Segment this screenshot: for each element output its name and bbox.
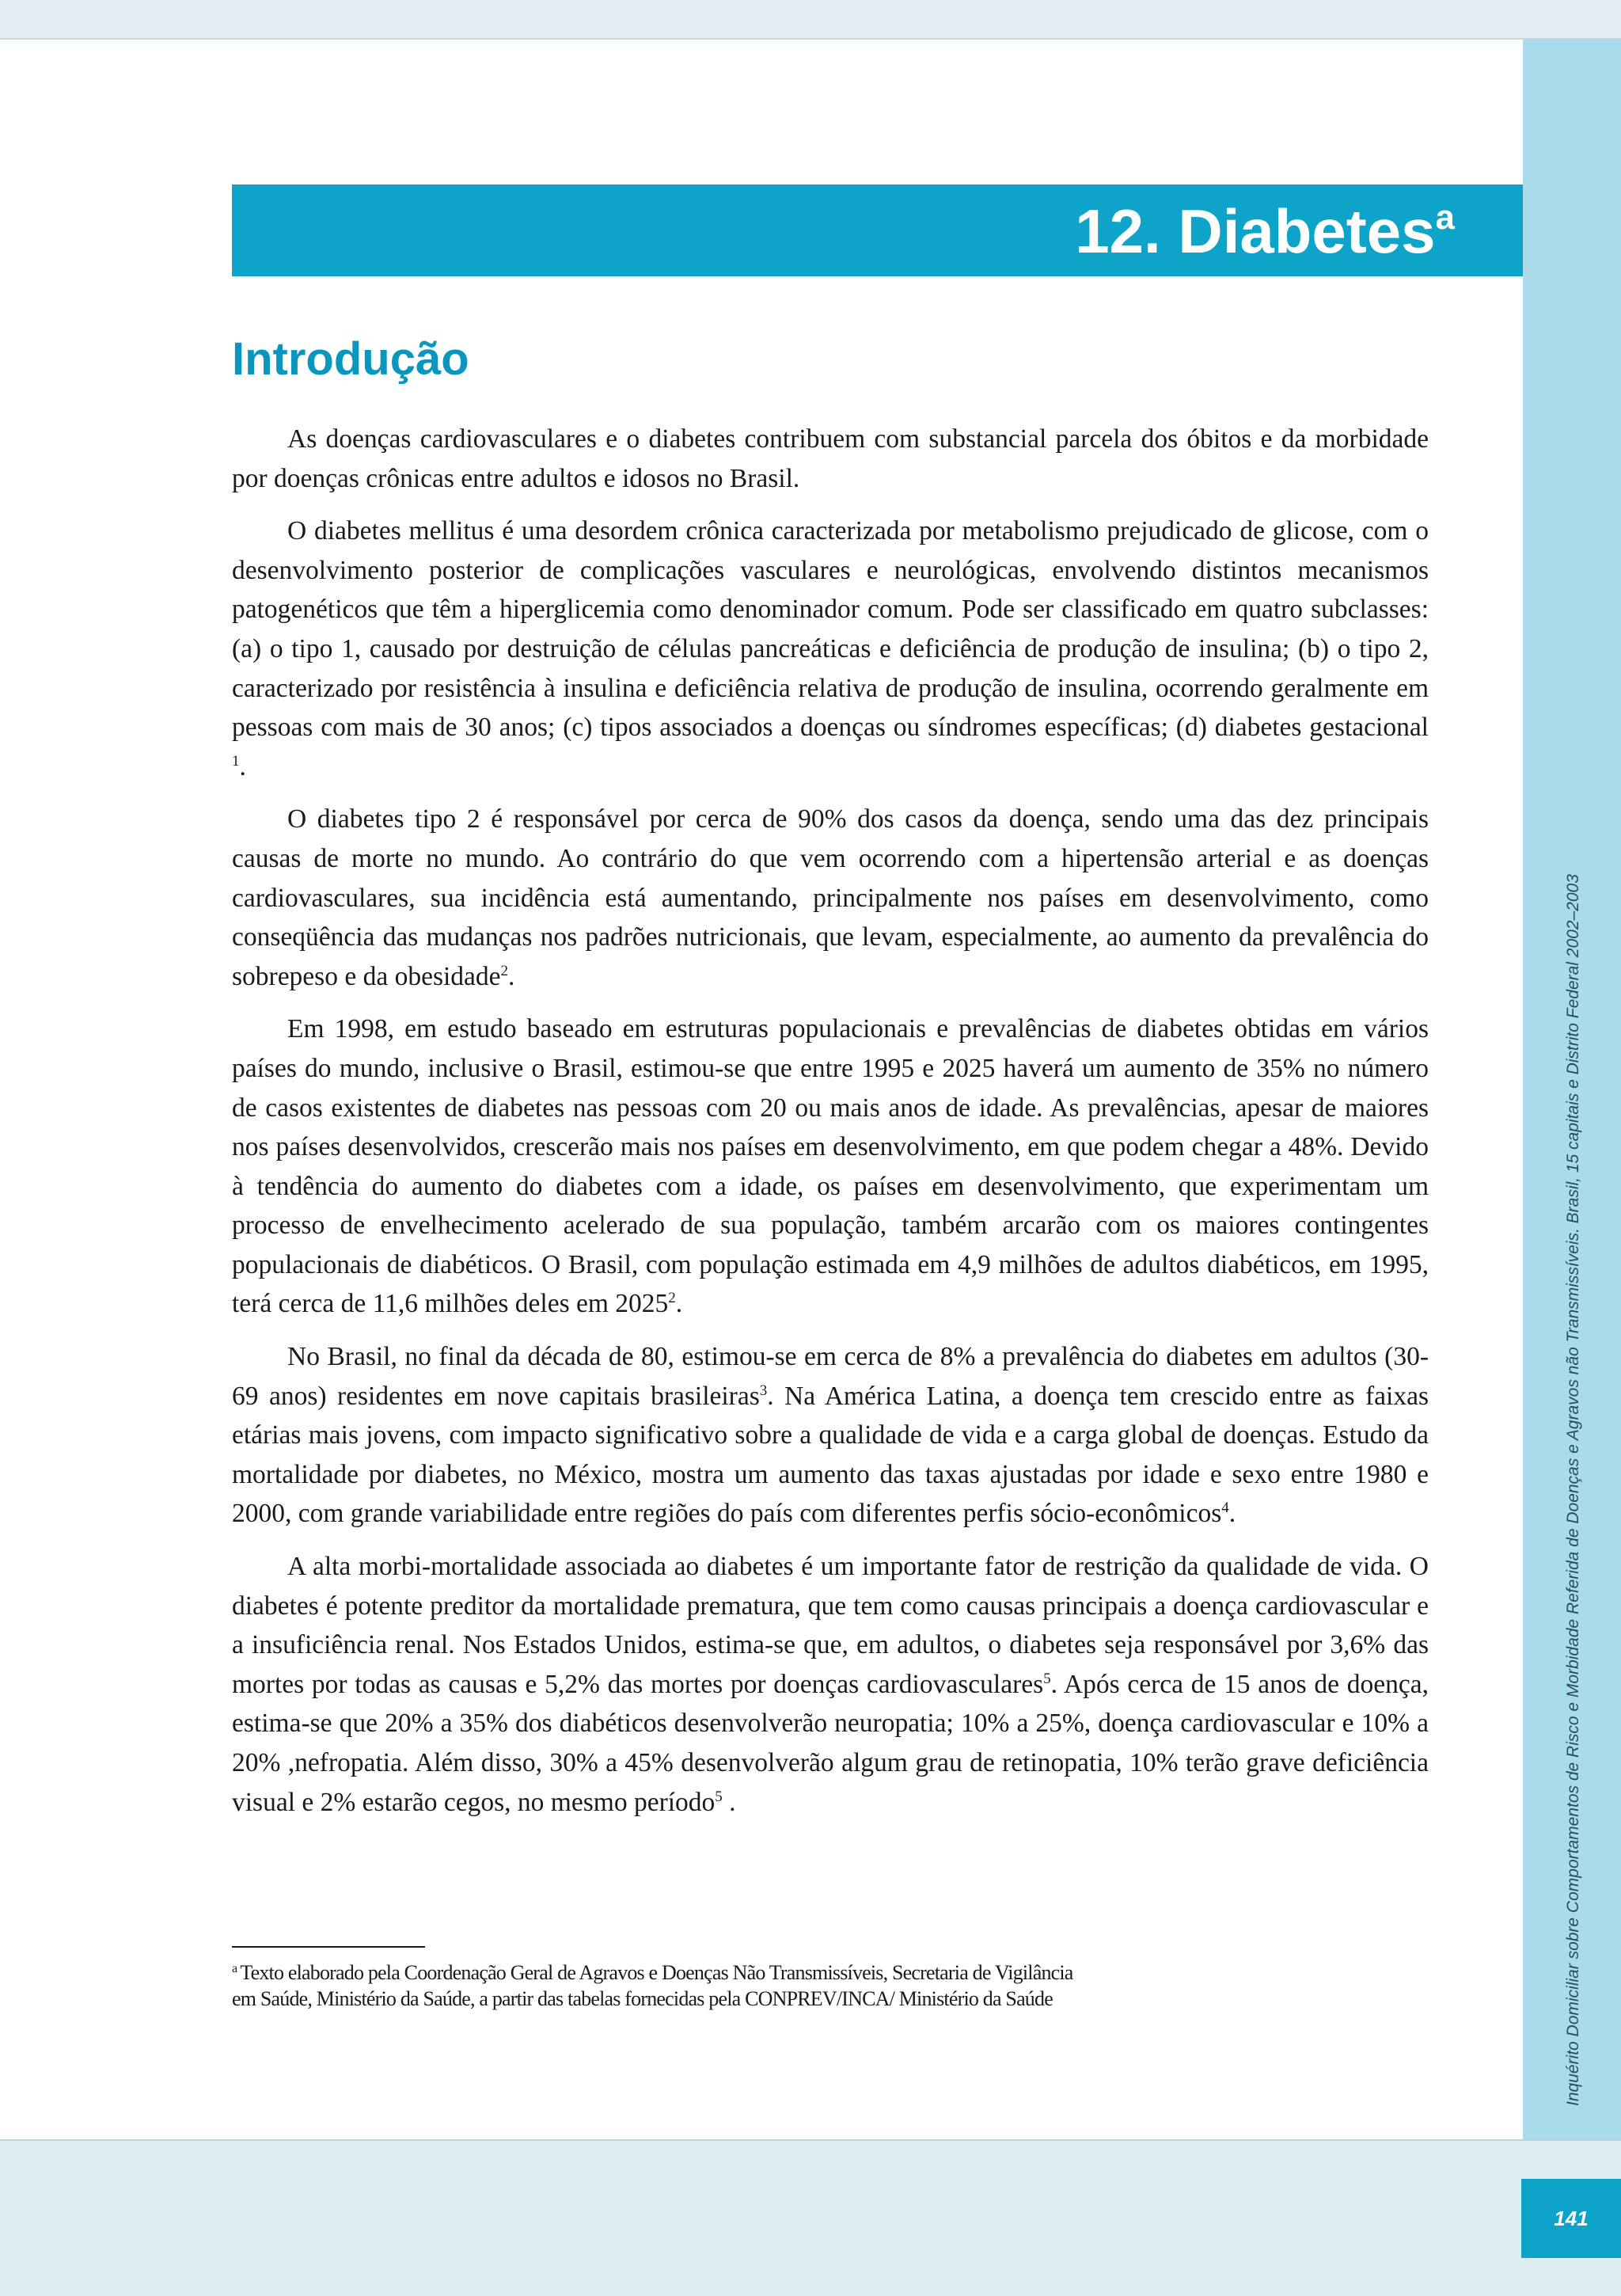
paragraph-text: O diabetes tipo 2 é responsável por cerca de 90% dos casos da doença, sendo uma das dez principais causas de morte no mundo. Ao contrário do que vem ocorrendo com a hipertensão arterial e as doenças cardiovasculares, sua incidência está aumentando, principalmente nos países em desenvolvimento, como conseqüência das mudanças nos padrões nutricionais, que levam, especialmente, ao aumento da prevalência do sobrepeso e da obesidade: [232, 804, 1429, 991]
paragraph-text: . Na América Latina, a doença tem crescido entre as faixas etárias mais jovens, com impacto significativo sobre a qualidade de vida e a carga global de doenças. Estudo da mortalidade por diabetes, no México, mostra um aumento das taxas ajustadas por idade e sexo entre 1980 e 2000, com grande variabilidade entre regiões do país com diferentes perfis sócio-econômicos: [232, 1381, 1429, 1529]
paragraph-text: As doenças cardiovasculares e o diabetes contribuem com substancial parcela dos óbitos e da morbidade por doenças crônicas entre adultos e idosos no Brasil.: [232, 424, 1429, 493]
footnote-marker: a: [232, 1962, 237, 1975]
chapter-footnote-marker: a: [1435, 198, 1455, 237]
bottom-margin-band: [0, 2139, 1621, 2296]
reference-marker: 1: [232, 752, 240, 770]
chapter-title-text: 12. Diabetes: [1075, 196, 1436, 266]
page-number: 141: [1521, 2179, 1621, 2258]
paragraph-1: [232, 420, 1429, 498]
paragraph-end: .: [1228, 1499, 1236, 1529]
chapter-banner: [232, 184, 1523, 276]
footnote-line-1: [232, 1960, 1245, 1986]
paragraph-2: [232, 511, 1429, 786]
reference-marker: 3: [759, 1382, 768, 1399]
top-margin-band: [0, 0, 1621, 40]
paragraph-end: .: [508, 961, 515, 991]
paragraph-end: .: [239, 751, 246, 781]
section-heading: Introdução: [232, 333, 469, 385]
chapter-title: [1075, 196, 1455, 267]
paragraph-text: Em 1998, em estudo baseado em estruturas populacionais e prevalências de diabetes obtidas em vários países do mundo, inclusive o Brasil, estimou-se que entre 1995 e 2025 haverá um aumento de 35% no número de casos existentes de diabetes nas pessoas com 20 ou mais anos de idade. As prevalências, apesar de maiores nos países desenvolvidos, crescerão mais nos países em desenvolvimento, em que podem chegar a 48%. Devido à tendência do aumento do diabetes com a idade, os países em desenvolvimento, que experimentam um processo de envelhecimento acelerado de sua população, também arcarão com os maiores contingentes populacionais de diabéticos. O Brasil, com população estimada em 4,9 milhões de adultos diabéticos, em 1995, terá cerca de 11,6 milhões deles em 2025: [232, 1014, 1429, 1319]
paragraph-6: [232, 1547, 1429, 1822]
paragraph-5: [232, 1337, 1429, 1534]
paragraph-text: . Após cerca de 15 anos de doença, estima-se que 20% a 35% dos diabéticos desenvolverão neuropatia; 10% a 25%, doença cardiovascular e 10% a 20% ,nefropatia. Além disso, 30% a 45% desenvolverão algum grau de retinopatia, 10% terão grave deficiência visual e 2% estarão cegos, no mesmo período: [232, 1669, 1429, 1817]
paragraph-text: A alta morbi-mortalidade associada ao diabetes é um importante fator de restrição da qualidade de vida. O diabetes é potente preditor da mortalidade prematura, que tem como causas principais a doença cardiovascular e a insuficiência renal. Nos Estados Unidos, estima-se que, em adultos, o diabetes seja responsável por 3,6% das mortes por todas as causas e 5,2% das mortes por doenças cardiovasculares: [232, 1552, 1429, 1699]
footnote-divider: [232, 1946, 425, 1948]
reference-marker: 2: [668, 1290, 676, 1307]
reference-marker: 4: [1221, 1500, 1229, 1517]
reference-marker: 2: [500, 962, 509, 979]
paragraph-text: No Brasil, no final da década de 80, estimou-se em cerca de 8% a prevalência do diabetes em adultos (30-69 anos) residentes em nove capitais brasileiras: [232, 1342, 1429, 1411]
paragraph-3: [232, 800, 1429, 996]
paragraph-end: .: [722, 1787, 736, 1817]
paragraph-end: .: [675, 1289, 683, 1319]
reference-marker: 5: [1043, 1670, 1051, 1687]
body-text: [232, 420, 1429, 1835]
reference-marker: 5: [715, 1788, 723, 1805]
paragraph-text: O diabetes mellitus é uma desordem crônica caracterizada por metabolismo prejudicado de glicose, com o desenvolvimento posterior de complicações vasculares e neurológicas, envolvendo distintos mecanismos patogenéticos que têm a hiperglicemia como denominador comum. Pode ser classificado em quatro subclasses: (a) o tipo 1, causado por destruição de células pancreáticas e deficiência de produção de insulina; (b) o tipo 2, caracterizado por resistência à insulina e deficiência relativa de produção de insulina, ocorrendo geralmente em pessoas com mais de 30 anos; (c) tipos associados a doenças ou síndromes específicas; (d) diabetes gestacional: [232, 516, 1429, 743]
footnote-text: Texto elaborado pela Coordenação Geral de Agravos e Doenças Não Transmissíveis, Secretaria de Vigilância: [240, 1961, 1073, 1984]
footnote-line-2: em Saúde, Ministério da Saúde, a partir das tabelas fornecidas pela CONPREV/INCA/ Ministério da Saúde: [232, 1987, 1053, 2010]
paragraph-4: [232, 1009, 1429, 1324]
footnote: [232, 1960, 1245, 2012]
running-title: Inquérito Domiciliar sobre Comportamentos de Risco e Morbidade Referida de Doenças e Agravos não Transmissíveis. Brasil, 15 capitais e Distrito Federal 2002–2003: [1564, 874, 1582, 2106]
